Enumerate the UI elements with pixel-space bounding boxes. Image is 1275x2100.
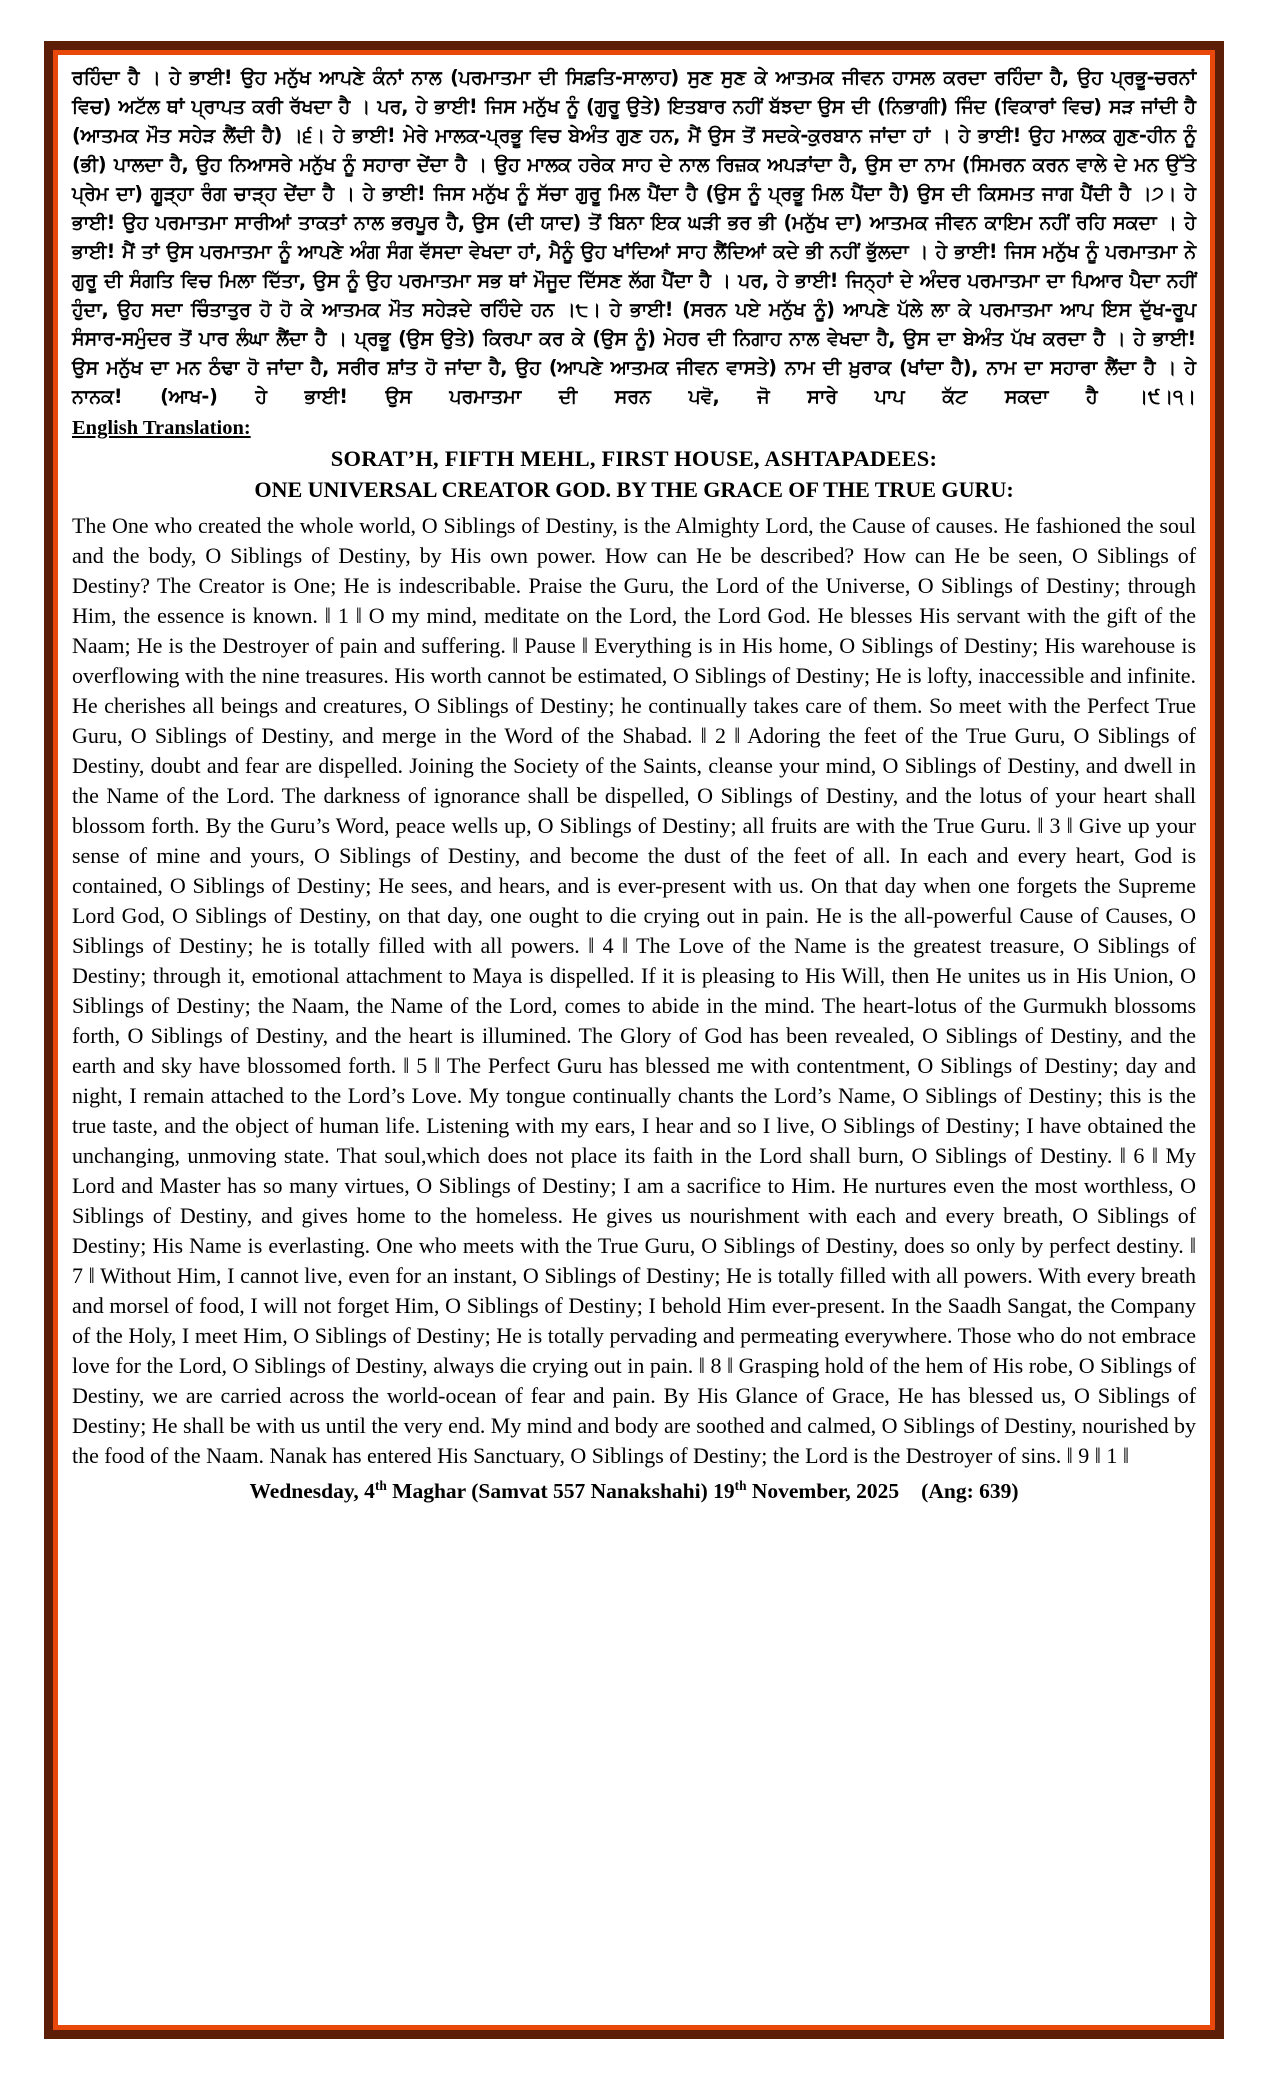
page-border-outer	[44, 41, 1224, 2039]
gurmukhi-passage	[72, 63, 1196, 411]
mool-mantar-title: ONE UNIVERSAL CREATOR GOD. BY THE GRACE OF THE TRUE GURU:	[254, 477, 1014, 502]
footer-day-suffix-2: th	[734, 1477, 747, 1493]
english-translation-body	[72, 511, 1196, 1471]
english-paragraph: The One who created the whole world, O Siblings of Destiny, is the Almighty Lord, the Cause of causes. He fashioned the soul and the body, O Siblings of Destiny, by His own power. How can He be described? How can He be seen, O Siblings of Destiny? The Creator is One; He is indescribable. Praise the Guru, the Lord of the Universe, O Siblings of Destiny; through Him, the essence is known. ‖ 1 ‖ O my mind, meditate on the Lord, the Lord God. He blesses His servant with the gift of the Naam; He is the Destroyer of pain and suffering. ‖ Pause ‖ Everything is in His home, O Siblings of Destiny; His warehouse is overflowing with the nine treasures. His worth cannot be estimated, O Siblings of Destiny; He is lofty, inaccessible and infinite. He cherishes all beings and creatures, O Siblings of Destiny; he continually takes care of them. So meet with the Perfect True Guru, O Siblings of Destiny, and merge in the Word of the Shabad. ‖ 2 ‖ Adoring the feet of the True Guru, O Siblings of Destiny, doubt and fear are dispelled. Joining the Society of the Saints, cleanse your mind, O Siblings of Destiny, and dwell in the Name of the Lord. The darkness of ignorance shall be dispelled, O Siblings of Destiny, and the lotus of your heart shall blossom forth. By the Guru’s Word, peace wells up, O Siblings of Destiny; all fruits are with the True Guru. ‖ 3 ‖ Give up your sense of mine and yours, O Siblings of Destiny, and become the dust of the feet of all. In each and every heart, God is contained, O Siblings of Destiny; He sees, and hears, and is ever-present with us. On that day when one forgets the Supreme Lord God, O Siblings of Destiny, on that day, one ought to die crying out in pain. He is the all-powerful Cause of Causes, O Siblings of Destiny; he is totally filled with all powers. ‖ 4 ‖ The Love of the Name is the greatest treasure, O Siblings of Destiny; through it, emotional attachment to Maya is dispelled. If it is pleasing to His Will, then He unites us in His Union, O Siblings of Destiny; the Naam, the Name of the Lord, comes to abide in the mind. The heart-lotus of the Gurmukh blossoms forth, O Siblings of Destiny, and the heart is illumined. The Glory of God has been revealed, O Siblings of Destiny, and the earth and sky have blossomed forth. ‖ 5 ‖ The Perfect Guru has blessed me with contentment, O Siblings of Destiny; day and night, I remain attached to the Lord’s Love. My tongue continually chants the Lord’s Name, O Siblings of Destiny; this is the true taste, and the object of human life. Listening with my ears, I hear and so I live, O Siblings of Destiny; I have obtained the unchanging, unmoving state. That soul,which does not place its faith in the Lord shall burn, O Siblings of Destiny. ‖ 6 ‖ My Lord and Master has so many virtues, O Siblings of Destiny; I am a sacrifice to Him. He nurtures even the most worthless, O Siblings of Destiny, and gives home to the homeless. He gives us nourishment with each and every breath, O Siblings of Destiny; His Name is everlasting. One who meets with the True Guru, O Siblings of Destiny, does so only by perfect destiny. ‖ 7 ‖ Without Him, I cannot live, even for an instant, O Siblings of Destiny; He is totally filled with all powers. With every breath and morsel of food, I will not forget Him, O Siblings of Destiny; I behold Him ever-present. In the Saadh Sangat, the Company of the Holy, I meet Him, O Siblings of Destiny; He is totally pervading and permeating everywhere. Those who do not embrace love for the Lord, O Siblings of Destiny, always die crying out in pain. ‖ 8 ‖ Grasping hold of the hem of His robe, O Siblings of Destiny, we are carried across the world-ocean of fear and pain. By His Glance of Grace, He has blessed us, O Siblings of Destiny; He shall be with us until the very end. My mind and body are soothed and calmed, O Siblings of Destiny, nourished by the food of the Naam. Nanak has entered His Sanctuary, O Siblings of Destiny; the Lord is the Destroyer of sins. ‖ 9 ‖ 1 ‖	[72, 513, 1197, 1468]
english-translation-label: English Translation:	[72, 417, 251, 439]
gurmukhi-paragraph: ਰਹਿੰਦਾ ਹੈ । ਹੇ ਭਾਈ! ਉਹ ਮਨੁੱਖ ਆਪਣੇ ਕੰਨਾਂ ਨਾਲ (ਪਰਮਾਤਮਾ ਦੀ ਸਿਫ਼ਤਿ-ਸਾਲਾਹ) ਸੁਣ ਸੁਣ ਕੇ ਆਤਮਕ ਜੀਵਨ ਹਾਸਲ ਕਰਦਾ ਰਹਿੰਦਾ ਹੈ, ਉਹ ਪ੍ਰਭੂ-ਚਰਨਾਂ ਵਿਚ) ਅਟੱਲ ਥਾਂ ਪ੍ਰਾਪਤ ਕਰੀ ਰੱਖਦਾ ਹੈ । ਪਰ, ਹੇ ਭਾਈ! ਜਿਸ ਮਨੁੱਖ ਨੂੰ (ਗੁਰੂ ਉਤੇ) ਇਤਬਾਰ ਨਹੀਂ ਬੱਝਦਾ ਉਸ ਦੀ (ਨਿਭਾਗੀ) ਜਿੰਦ (ਵਿਕਾਰਾਂ ਵਿਚ) ਸੜ ਜਾਂਦੀ ਹੈ (ਆਤਮਕ ਮੌਤ ਸਹੇੜ ਲੈਂਦੀ ਹੈ) ।੬। ਹੇ ਭਾਈ! ਮੇਰੇ ਮਾਲਕ-ਪ੍ਰਭੂ ਵਿਚ ਬੇਅੰਤ ਗੁਣ ਹਨ, ਮੈਂ ਉਸ ਤੋਂ ਸਦਕੇ-ਕੁਰਬਾਨ ਜਾਂਦਾ ਹਾਂ । ਹੇ ਭਾਈ! ਉਹ ਮਾਲਕ ਗੁਣ-ਹੀਨ ਨੂੰ (ਭੀ) ਪਾਲਦਾ ਹੈ, ਉਹ ਨਿਆਸਰੇ ਮਨੁੱਖ ਨੂੰ ਸਹਾਰਾ ਦੇਂਦਾ ਹੈ । ਉਹ ਮਾਲਕ ਹਰੇਕ ਸਾਹ ਦੇ ਨਾਲ ਰਿਜ਼ਕ ਅਪੜਾਂਦਾ ਹੈ, ਉਸ ਦਾ ਨਾਮ (ਸਿਮਰਨ ਕਰਨ ਵਾਲੇ ਦੇ ਮਨ ਉੱਤੇ ਪ੍ਰੇਮ ਦਾ) ਗੂੜ੍ਹਾ ਰੰਗ ਚਾੜ੍ਹ ਦੇਂਦਾ ਹੈ । ਹੇ ਭਾਈ! ਜਿਸ ਮਨੁੱਖ ਨੂੰ ਸੱਚਾ ਗੁਰੂ ਮਿਲ ਪੈਂਦਾ ਹੈ (ਉਸ ਨੂੰ ਪ੍ਰਭੂ ਮਿਲ ਪੈਂਦਾ ਹੈ) ਉਸ ਦੀ ਕਿਸਮਤ ਜਾਗ ਪੈਂਦੀ ਹੈ ।੭। ਹੇ ਭਾਈ! ਉਹ ਪਰਮਾਤਮਾ ਸਾਰੀਆਂ ਤਾਕਤਾਂ ਨਾਲ ਭਰਪੂਰ ਹੈ, ਉਸ (ਦੀ ਯਾਦ) ਤੋਂ ਬਿਨਾ ਇਕ ਘੜੀ ਭਰ ਭੀ (ਮਨੁੱਖ ਦਾ) ਆਤਮਕ ਜੀਵਨ ਕਾਇਮ ਨਹੀਂ ਰਹਿ ਸਕਦਾ । ਹੇ ਭਾਈ! ਮੈਂ ਤਾਂ ਉਸ ਪਰਮਾਤਮਾ ਨੂੰ ਆਪਣੇ ਅੰਗ ਸੰਗ ਵੱਸਦਾ ਵੇਖਦਾ ਹਾਂ, ਮੈਨੂੰ ਉਹ ਖਾਂਦਿਆਂ ਸਾਹ ਲੈਂਦਿਆਂ ਕਦੇ ਭੀ ਨਹੀਂ ਭੁੱਲਦਾ । ਹੇ ਭਾਈ! ਜਿਸ ਮਨੁੱਖ ਨੂੰ ਪਰਮਾਤਮਾ ਨੇ ਗੁਰੂ ਦੀ ਸੰਗਤਿ ਵਿਚ ਮਿਲਾ ਦਿੱਤਾ, ਉਸ ਨੂੰ ਉਹ ਪਰਮਾਤਮਾ ਸਭ ਥਾਂ ਮੌਜੂਦ ਦਿੱਸਣ ਲੱਗ ਪੈਂਦਾ ਹੈ । ਪਰ, ਹੇ ਭਾਈ! ਜਿਨ੍ਹਾਂ ਦੇ ਅੰਦਰ ਪਰਮਾਤਮਾ ਦਾ ਪਿਆਰ ਪੈਦਾ ਨਹੀਂ ਹੁੰਦਾ, ਉਹ ਸਦਾ ਚਿੰਤਾਤੁਰ ਹੋ ਹੋ ਕੇ ਆਤਮਕ ਮੌਤ ਸਹੇੜਦੇ ਰਹਿੰਦੇ ਹਨ ।੮। ਹੇ ਭਾਈ! (ਸਰਨ ਪਏ ਮਨੁੱਖ ਨੂੰ) ਆਪਣੇ ਪੱਲੇ ਲਾ ਕੇ ਪਰਮਾਤਮਾ ਆਪ ਇਸ ਦੁੱਖ-ਰੂਪ ਸੰਸਾਰ-ਸਮੁੰਦਰ ਤੋਂ ਪਾਰ ਲੰਘਾ ਲੈਂਦਾ ਹੈ । ਪ੍ਰਭੂ (ਉਸ ਉਤੇ) ਕਿਰਪਾ ਕਰ ਕੇ (ਉਸ ਨੂੰ) ਮੇਹਰ ਦੀ ਨਿਗਾਹ ਨਾਲ ਵੇਖਦਾ ਹੈ, ਉਸ ਦਾ ਬੇਅੰਤ ਪੱਖ ਕਰਦਾ ਹੈ । ਹੇ ਭਾਈ! ਉਸ ਮਨੁੱਖ ਦਾ ਮਨ ਠੰਢਾ ਹੋ ਜਾਂਦਾ ਹੈ, ਸਰੀਰ ਸ਼ਾਂਤ ਹੋ ਜਾਂਦਾ ਹੈ, ਉਹ (ਆਪਣੇ ਆਤਮਕ ਜੀਵਨ ਵਾਸਤੇ) ਨਾਮ ਦੀ ਖ਼ੁਰਾਕ (ਖਾਂਦਾ ਹੈ), ਨਾਮ ਦਾ ਸਹਾਰਾ ਲੈਂਦਾ ਹੈ । ਹੇ ਨਾਨਕ! (ਆਖ-) ਹੇ ਭਾਈ! ਉਸ ਪਰਮਾਤਮਾ ਦੀ ਸਰਨ ਪਵੋ, ਜੋ ਸਾਰੇ ਪਾਪ ਕੱਟ ਸਕਦਾ ਹੈ ।੯।੧।	[72, 66, 1196, 408]
footer-nanakshahi-date: Maghar (Samvat 557 Nanakshahi) 19	[386, 1479, 735, 1503]
date-footer	[72, 1476, 1196, 1506]
footer-ang-number: (Ang: 639)	[921, 1479, 1019, 1503]
page-content	[58, 55, 1210, 2025]
raag-title: SORAT’H, FIFTH MEHL, FIRST HOUSE, ASHTAPADEES:	[330, 446, 938, 471]
page-border-inner	[53, 50, 1215, 2030]
footer-gregorian-date: November, 2025	[746, 1479, 900, 1503]
footer-weekday: Wednesday, 4	[249, 1479, 375, 1503]
footer-day-suffix-1: th	[374, 1477, 387, 1493]
